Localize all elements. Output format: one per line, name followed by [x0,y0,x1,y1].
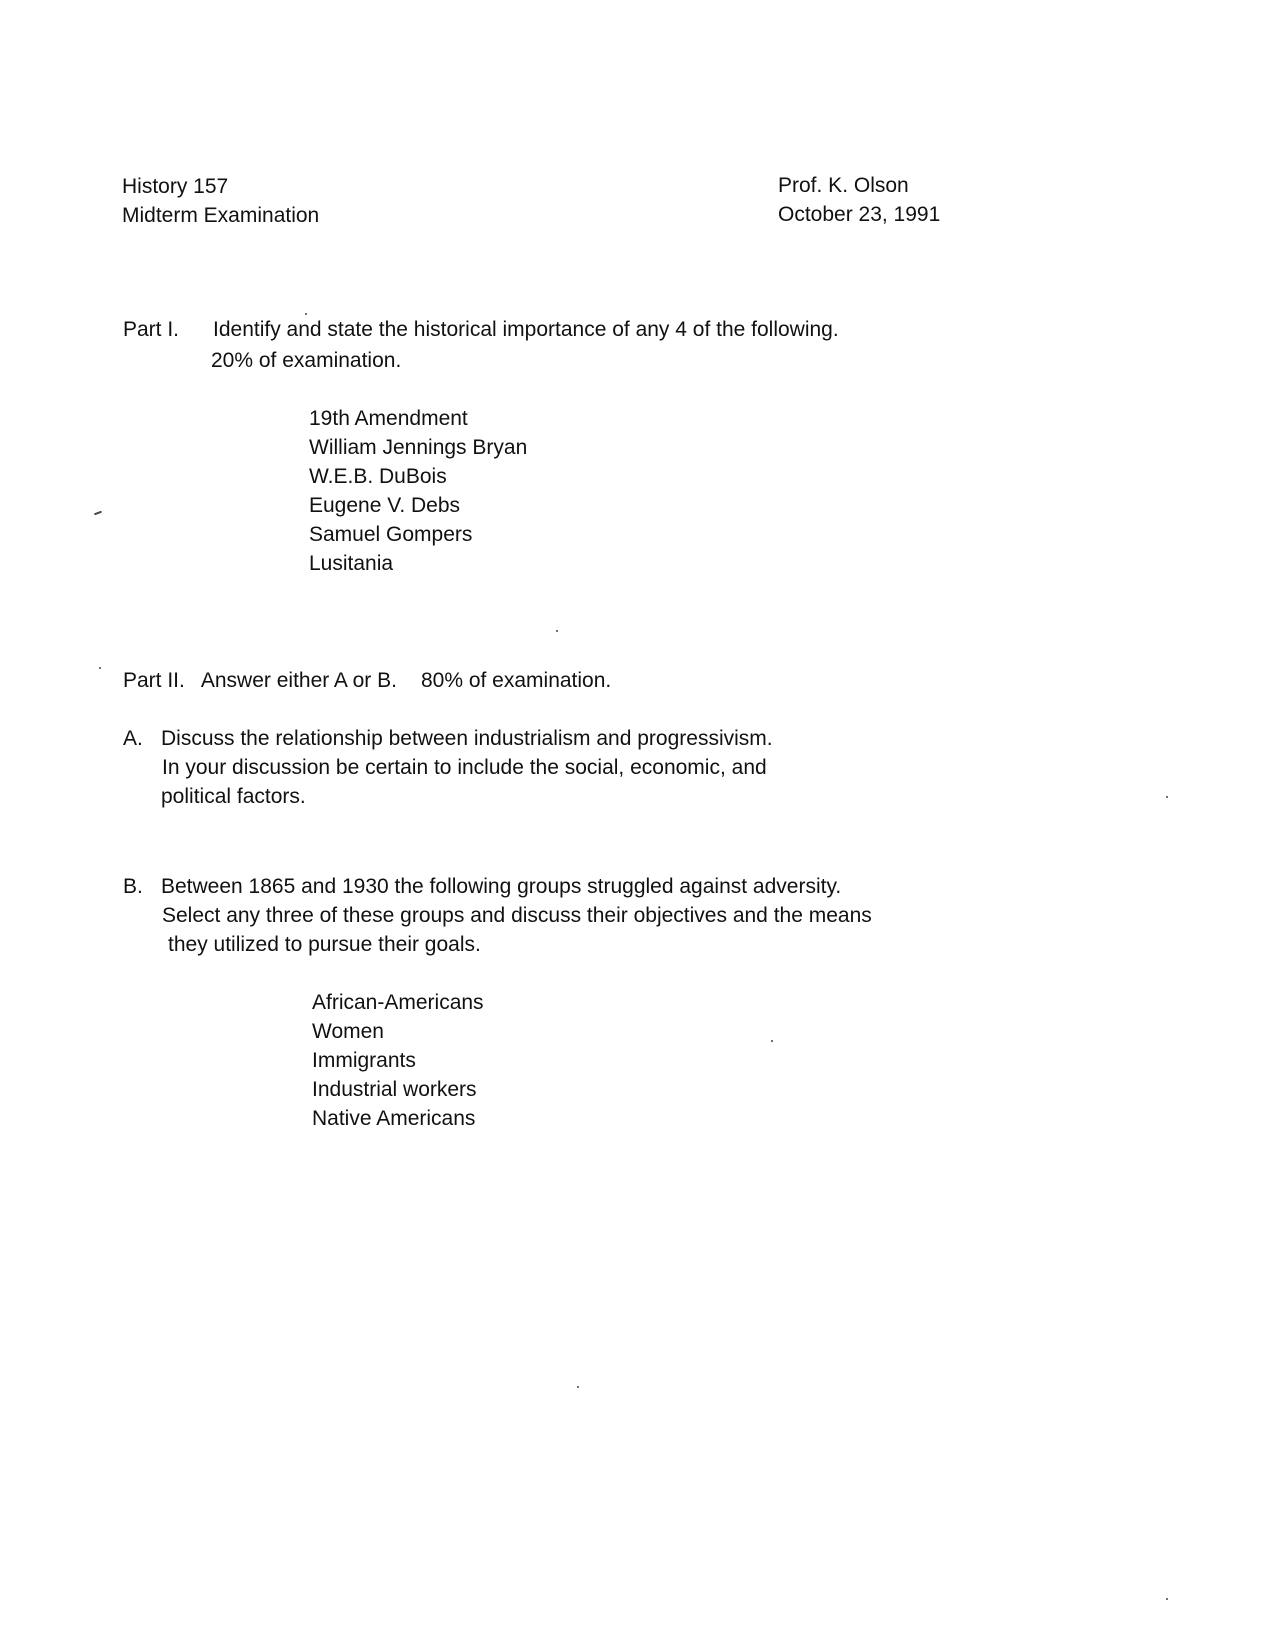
exam-date: October 23, 1991 [778,203,941,226]
part2-weight: 80% of examination. [420,669,612,692]
list-item: African-Americans [312,991,484,1014]
question-a-line1 [123,725,773,753]
list-item: 19th Amendment [309,407,468,430]
scan-speck [99,667,101,669]
part2-instruction [123,667,611,695]
list-item: Women [312,1020,384,1043]
part1-instruction [123,316,839,344]
question-b-group-list [312,989,484,1134]
part1-label: Part I. [123,318,180,341]
list-item: Samuel Gompers [309,523,473,546]
exam-header-right [778,172,940,230]
scan-speck [1166,1598,1168,1600]
course-name: History 157 [122,175,229,198]
question-a-text: Discuss the relationship between industrialism and progressivism. [161,727,773,750]
list-item: W.E.B. DuBois [309,465,447,488]
exam-type: Midterm Examination [122,204,320,227]
list-item: Eugene V. Debs [309,494,461,517]
question-b-letter: B. [123,875,143,898]
part1-weight: 20% of examination. [211,349,402,372]
question-b-line2: Select any three of these groups and discuss their objectives and the means [162,904,872,927]
question-a-line3: political factors. [161,785,306,808]
scan-speck [556,630,558,632]
question-a-letter: A. [123,727,143,750]
list-item: Native Americans [312,1107,476,1130]
scan-speck [577,1386,579,1388]
question-b-text: Between 1865 and 1930 the following groups struggled against adversity. [161,875,842,898]
scan-speck [305,313,307,315]
list-item: William Jennings Bryan [309,436,528,459]
part2-instruction-text: Answer either A or B. [200,669,397,692]
question-b-line3: they utilized to pursue their goals. [168,933,481,956]
scan-speck [94,511,102,516]
list-item: Lusitania [309,552,394,575]
question-a-line2: In your discussion be certain to include the social, economic, and [162,756,767,779]
exam-header-left [122,173,319,231]
part2-label: Part II. [123,669,185,692]
list-item: Industrial workers [312,1078,477,1101]
professor-name: Prof. K. Olson [778,174,909,197]
scan-speck [1166,796,1168,798]
list-item: Immigrants [312,1049,416,1072]
part1-term-list [309,405,527,579]
scan-speck [771,1040,773,1042]
part1-instruction-text: Identify and state the historical importance of any 4 of the following. [213,318,839,341]
question-b-line1 [123,873,841,901]
